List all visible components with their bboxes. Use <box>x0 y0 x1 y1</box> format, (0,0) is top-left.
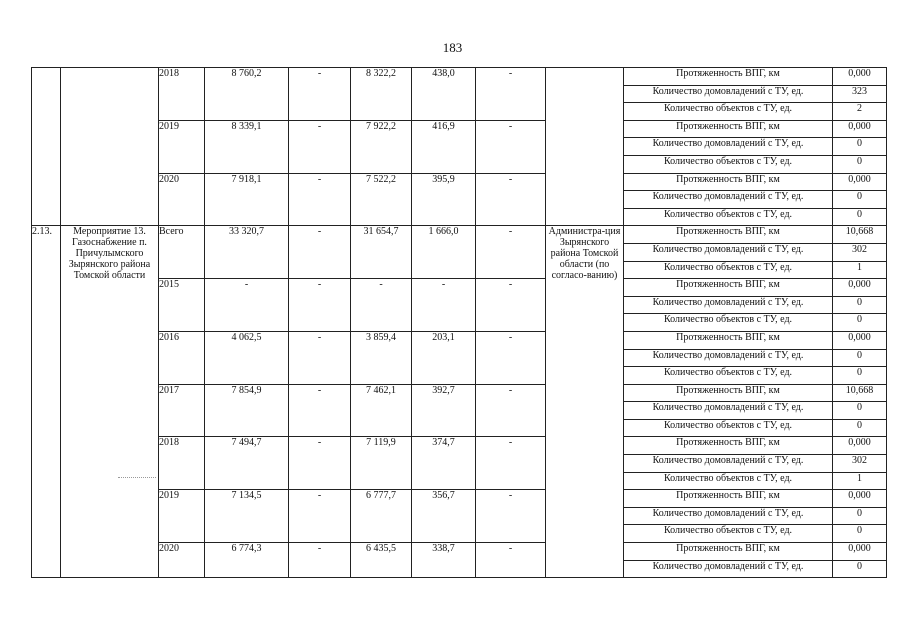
indicator-value: 1 <box>833 472 887 490</box>
indicator-label: Протяженность ВПГ, км <box>624 173 833 191</box>
indicator-value: 1 <box>833 261 887 279</box>
indicator-label: Количество домовладений с ТУ, ед. <box>624 455 833 473</box>
extra-cell: - <box>476 68 546 121</box>
indicator-value: 0,000 <box>833 331 887 349</box>
indicator-label: Количество объектов с ТУ, ед. <box>624 472 833 490</box>
table-row <box>32 384 887 402</box>
indicator-value: 0,000 <box>833 279 887 297</box>
indicator-label: Протяженность ВПГ, км <box>624 437 833 455</box>
indicator-label: Протяженность ВПГ, км <box>624 384 833 402</box>
indicator-label: Количество объектов с ТУ, ед. <box>624 261 833 279</box>
indicator-value: 0,000 <box>833 173 887 191</box>
indicator-value: 0 <box>833 138 887 156</box>
indicator-label: Количество домовладений с ТУ, ед. <box>624 296 833 314</box>
indicator-value: 0,000 <box>833 437 887 455</box>
total-cell: 6 774,3 <box>205 543 289 578</box>
measure-cell-prev <box>61 68 159 226</box>
indicator-label: Протяженность ВПГ, км <box>624 120 833 138</box>
indicator-value: 10,668 <box>833 226 887 244</box>
total-cell: 4 062,5 <box>205 331 289 384</box>
local-cell: 392,7 <box>412 384 476 437</box>
table-row <box>32 543 887 561</box>
extra-cell: - <box>476 437 546 490</box>
federal-cell: - <box>289 543 351 578</box>
table-body <box>32 68 887 578</box>
indicator-label: Протяженность ВПГ, км <box>624 68 833 86</box>
extra-cell: - <box>476 173 546 226</box>
extra-cell: - <box>476 120 546 173</box>
indicator-label: Количество домовладений с ТУ, ед. <box>624 243 833 261</box>
indicator-value: 0 <box>833 296 887 314</box>
indicator-label: Протяженность ВПГ, км <box>624 490 833 508</box>
extra-cell: - <box>476 543 546 578</box>
table-row <box>32 68 887 86</box>
indicator-label: Протяженность ВПГ, км <box>624 226 833 244</box>
table-row <box>32 437 887 455</box>
federal-cell: - <box>289 331 351 384</box>
extra-cell: - <box>476 226 546 279</box>
indicator-value: 0,000 <box>833 490 887 508</box>
total-cell: - <box>205 279 289 332</box>
table-row <box>32 120 887 138</box>
regional-cell: 8 322,2 <box>351 68 412 121</box>
indicator-value: 0 <box>833 155 887 173</box>
indicator-value: 302 <box>833 455 887 473</box>
federal-cell: - <box>289 68 351 121</box>
regional-cell: 6 777,7 <box>351 490 412 543</box>
indicator-label: Количество домовладений с ТУ, ед. <box>624 402 833 420</box>
year-cell: Всего <box>159 226 205 279</box>
table-row <box>32 226 887 244</box>
year-cell: 2015 <box>159 279 205 332</box>
federal-cell: - <box>289 226 351 279</box>
extra-cell: - <box>476 490 546 543</box>
regional-cell: 7 922,2 <box>351 120 412 173</box>
year-cell: 2016 <box>159 331 205 384</box>
measure-name: Мероприятие 13. Газоснабжение п. Причулымского Зырянского района Томской области <box>61 226 159 578</box>
indicator-value: 0 <box>833 507 887 525</box>
local-cell: 416,9 <box>412 120 476 173</box>
year-cell: 2018 <box>159 437 205 490</box>
code-cell-prev <box>32 68 61 226</box>
indicator-label: Количество объектов с ТУ, ед. <box>624 367 833 385</box>
local-cell: 438,0 <box>412 68 476 121</box>
extra-cell: - <box>476 384 546 437</box>
local-cell: 338,7 <box>412 543 476 578</box>
budget-table <box>31 67 887 578</box>
indicator-value: 0 <box>833 419 887 437</box>
total-cell: 8 760,2 <box>205 68 289 121</box>
indicator-label: Количество объектов с ТУ, ед. <box>624 208 833 226</box>
regional-cell: 7 522,2 <box>351 173 412 226</box>
executor-cell: Администра-ция Зырянского района Томской области (по согласо-ванию) <box>546 226 624 578</box>
indicator-label: Количество объектов с ТУ, ед. <box>624 419 833 437</box>
total-cell: 7 854,9 <box>205 384 289 437</box>
table-row <box>32 490 887 508</box>
local-cell: 356,7 <box>412 490 476 543</box>
local-cell: - <box>412 279 476 332</box>
indicator-label: Количество домовладений с ТУ, ед. <box>624 560 833 578</box>
dotted-mark <box>118 477 156 478</box>
indicator-label: Количество домовладений с ТУ, ед. <box>624 85 833 103</box>
local-cell: 395,9 <box>412 173 476 226</box>
federal-cell: - <box>289 490 351 543</box>
federal-cell: - <box>289 173 351 226</box>
regional-cell: 7 119,9 <box>351 437 412 490</box>
federal-cell: - <box>289 120 351 173</box>
regional-cell: - <box>351 279 412 332</box>
indicator-label: Количество объектов с ТУ, ед. <box>624 314 833 332</box>
page-number: 183 <box>442 40 463 55</box>
indicator-value: 0 <box>833 191 887 209</box>
indicator-label: Протяженность ВПГ, км <box>624 543 833 561</box>
indicator-value: 0 <box>833 314 887 332</box>
indicator-value: 0,000 <box>833 120 887 138</box>
measure-code: 2.13. <box>32 226 61 578</box>
indicator-label: Количество домовладений с ТУ, ед. <box>624 349 833 367</box>
year-cell: 2020 <box>159 543 205 578</box>
indicator-value: 0 <box>833 525 887 543</box>
year-cell: 2020 <box>159 173 205 226</box>
indicator-value: 323 <box>833 85 887 103</box>
total-cell: 33 320,7 <box>205 226 289 279</box>
regional-cell: 3 859,4 <box>351 331 412 384</box>
federal-cell: - <box>289 279 351 332</box>
total-cell: 8 339,1 <box>205 120 289 173</box>
table-row <box>32 279 887 297</box>
total-cell: 7 918,1 <box>205 173 289 226</box>
indicator-value: 0,000 <box>833 543 887 561</box>
indicator-value: 2 <box>833 103 887 121</box>
indicator-value: 0 <box>833 560 887 578</box>
indicator-label: Количество домовладений с ТУ, ед. <box>624 191 833 209</box>
indicator-label: Количество домовладений с ТУ, ед. <box>624 138 833 156</box>
extra-cell: - <box>476 331 546 384</box>
regional-cell: 31 654,7 <box>351 226 412 279</box>
federal-cell: - <box>289 384 351 437</box>
indicator-value: 0 <box>833 208 887 226</box>
local-cell: 203,1 <box>412 331 476 384</box>
indicator-label: Количество объектов с ТУ, ед. <box>624 103 833 121</box>
executor-cell-prev <box>546 68 624 226</box>
indicator-value: 10,668 <box>833 384 887 402</box>
table-row <box>32 331 887 349</box>
indicator-label: Количество объектов с ТУ, ед. <box>624 525 833 543</box>
regional-cell: 7 462,1 <box>351 384 412 437</box>
regional-cell: 6 435,5 <box>351 543 412 578</box>
local-cell: 374,7 <box>412 437 476 490</box>
indicator-value: 0 <box>833 349 887 367</box>
indicator-value: 302 <box>833 243 887 261</box>
indicator-value: 0,000 <box>833 68 887 86</box>
total-cell: 7 494,7 <box>205 437 289 490</box>
indicator-label: Протяженность ВПГ, км <box>624 331 833 349</box>
indicator-label: Количество домовладений с ТУ, ед. <box>624 507 833 525</box>
year-cell: 2019 <box>159 490 205 543</box>
year-cell: 2019 <box>159 120 205 173</box>
indicator-value: 0 <box>833 367 887 385</box>
table-row <box>32 173 887 191</box>
federal-cell: - <box>289 437 351 490</box>
indicator-value: 0 <box>833 402 887 420</box>
extra-cell: - <box>476 279 546 332</box>
indicator-label: Количество объектов с ТУ, ед. <box>624 155 833 173</box>
year-cell: 2017 <box>159 384 205 437</box>
year-cell: 2018 <box>159 68 205 121</box>
indicator-label: Протяженность ВПГ, км <box>624 279 833 297</box>
local-cell: 1 666,0 <box>412 226 476 279</box>
total-cell: 7 134,5 <box>205 490 289 543</box>
